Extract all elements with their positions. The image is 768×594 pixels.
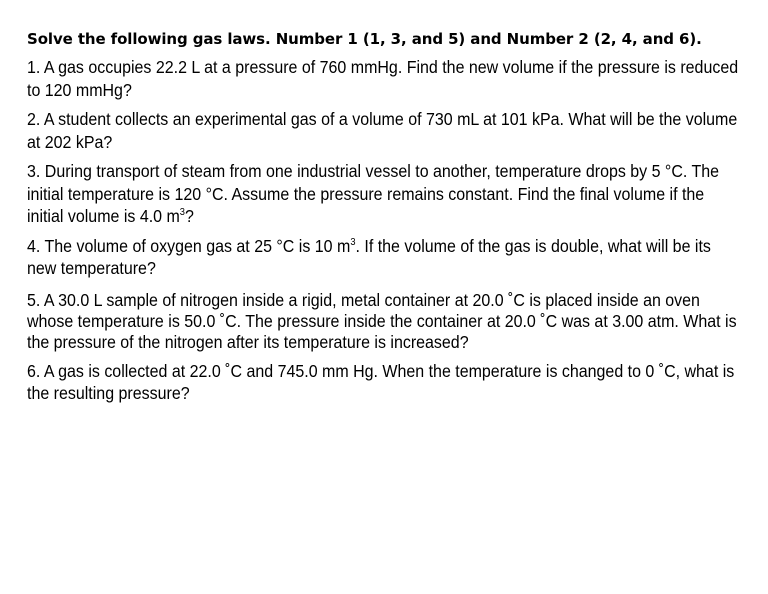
problem-text-end: . If the volume of the gas is double, what will be its new temperature? bbox=[27, 235, 711, 278]
problem-text: A 30.0 L sample of nitrogen inside a rigid, metal container at 20.0 ˚C is placed inside an oven whose temperature is 50.0 ˚C. The pressure inside the container at 20.0 ˚C was at 3.00 atm. What is the pressure of the nitrogen after its temperature is increased? bbox=[27, 289, 737, 352]
problem-4 bbox=[27, 235, 743, 280]
problem-6 bbox=[27, 360, 743, 405]
problem-number: 5. bbox=[27, 289, 41, 310]
problem-text: A gas is collected at 22.0 ˚C and 745.0 mm Hg. When the temperature is changed to 0 ˚C, what is the resulting pressure? bbox=[27, 360, 735, 403]
problem-2 bbox=[27, 108, 743, 153]
worksheet-page bbox=[27, 27, 743, 412]
superscript-exponent: 3 bbox=[350, 236, 356, 248]
problem-number: 1. bbox=[27, 57, 41, 77]
problem-1 bbox=[27, 56, 743, 101]
problem-text-end: ? bbox=[184, 206, 194, 226]
problem-5 bbox=[27, 290, 743, 353]
worksheet-heading: Solve the following gas laws. Number 1 (1, 3, and 5) and Number 2 (2, 4, and 6). bbox=[27, 30, 702, 48]
problem-number: 2. bbox=[27, 109, 41, 129]
problem-3 bbox=[27, 160, 743, 228]
problem-number: 4. bbox=[27, 235, 41, 256]
problem-number: 3. bbox=[27, 161, 41, 181]
problem-text: A student collects an experimental gas of a volume of 730 mL at 101 kPa. What will be the volume at 202 kPa? bbox=[27, 109, 738, 152]
problem-number: 6. bbox=[27, 360, 41, 381]
problem-text: A gas occupies 22.2 L at a pressure of 760 mmHg. Find the new volume if the pressure is reduced to 120 mmHg? bbox=[27, 57, 739, 100]
problem-text: The volume of oxygen gas at 25 °C is 10 m bbox=[44, 235, 351, 256]
problem-text: During transport of steam from one industrial vessel to another, temperature drops by 5 °C. The initial temperature is 120 °C. Assume the pressure remains constant. Find the final volume if the initial volume is 4.0 m bbox=[27, 161, 720, 226]
superscript-exponent: 3 bbox=[179, 207, 185, 218]
